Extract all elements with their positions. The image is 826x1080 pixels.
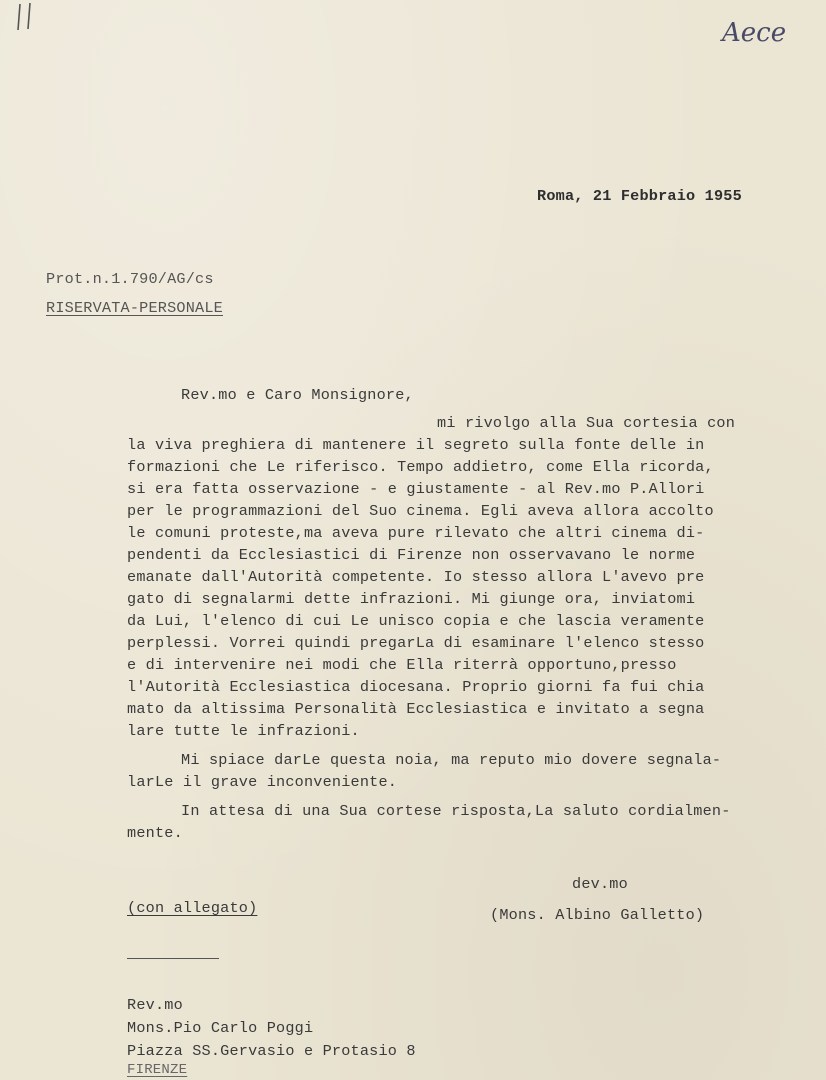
signature-name: (Mons. Albino Galletto)	[490, 906, 705, 924]
signature-title: dev.mo	[572, 875, 628, 893]
body-line: pendenti da Ecclesiastici di Firenze non osservavano le norme	[127, 546, 696, 564]
body-line: per le programmazioni del Suo cinema. Egli aveva allora accolto	[127, 502, 714, 520]
body-line: mi rivolgo alla Sua cortesia con	[437, 414, 736, 432]
handwritten-note: Aece	[722, 18, 787, 48]
salutation: Rev.mo e Caro Monsignore,	[181, 386, 414, 404]
paragraph2-line: larLe il grave inconveniente.	[127, 773, 398, 791]
paragraph2-line: Mi spiace darLe questa noia, ma reputo mio dovere segnala-	[181, 751, 722, 769]
closing-line: In attesa di una Sua cortese risposta,La saluto cordialmen-	[181, 802, 731, 820]
body-line: lare tutte le infrazioni.	[127, 722, 360, 740]
body-line: e di intervenire nei modi che Ella riterrà opportuno,presso	[127, 656, 677, 674]
body-line: mato da altissima Personalità Ecclesiastica e invitato a segna	[127, 700, 705, 718]
body-line: l'Autorità Ecclesiastica diocesana. Proprio giorni fa fui chia	[127, 678, 705, 696]
body-line: formazioni che Le riferisco. Tempo addietro, come Ella ricorda,	[127, 458, 714, 476]
corner-mark	[14, 2, 38, 32]
recipient-city: FIRENZE	[127, 1062, 188, 1078]
enclosure-note: (con allegato)	[127, 899, 258, 917]
protocol-number: Prot.n.1.790/AG/cs	[46, 270, 214, 288]
body-line: le comuni proteste,ma aveva pure rilevato che altri cinema di-	[127, 524, 705, 542]
body-line: perplessi. Vorrei quindi pregarLa di esaminare l'elenco stesso	[127, 634, 705, 652]
closing-line: mente.	[127, 824, 183, 842]
place-date: Roma, 21 Febbraio 1955	[537, 187, 742, 205]
body-line: da Lui, l'elenco di cui Le unisco copia e che lascia veramente	[127, 612, 705, 630]
body-line: gato di segnalarmi dette infrazioni. Mi giunge ora, inviatomi	[127, 590, 696, 608]
recipient-line: Mons.Pio Carlo Poggi	[127, 1019, 314, 1037]
classification-label: RISERVATA-PERSONALE	[46, 299, 223, 317]
recipient-line: Rev.mo	[127, 996, 183, 1014]
body-line: si era fatta osservazione - e giustamente - al Rev.mo P.Allori	[127, 480, 705, 498]
recipient-divider	[127, 958, 219, 959]
body-line: emanate dall'Autorità competente. Io stesso allora L'avevo pre	[127, 568, 705, 586]
body-line: la viva preghiera di mantenere il segreto sulla fonte delle in	[127, 436, 705, 454]
recipient-line: Piazza SS.Gervasio e Protasio 8	[127, 1042, 416, 1060]
